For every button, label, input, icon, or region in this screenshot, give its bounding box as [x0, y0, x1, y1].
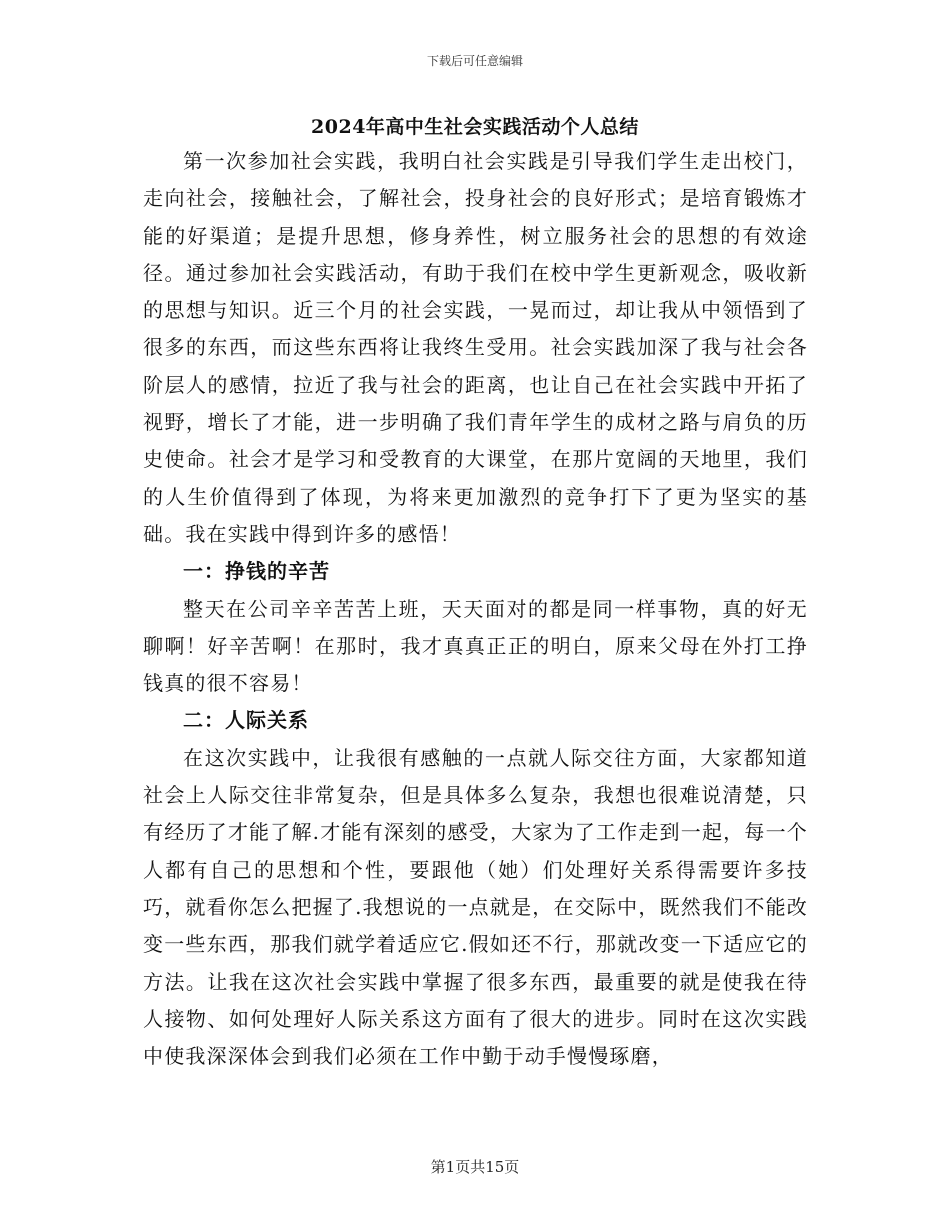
- page-header-note: 下载后可任意编辑: [426, 54, 523, 68]
- paragraph-intro: 第一次参加社会实践，我明白社会实践是引导我们学生走出校门，走向社会，接触社会，了解社会，投身社会的良好形式；是培育锻炼才能的好渠道；是提升思想，修身养性，树立服务社会的思想的有效途径。通过参加社会实践活动，有助于我们在校中学生更新观念，吸收新的思想与知识。近三个月的社会实践，一晃而过，却让我从中领悟到了很多的东西，而这些东西将让我终生受用。社会实践加深了我与社会各阶层人的感情，拉近了我与社会的距离，也让自己在社会实践中开拓了视野，增长了才能，进一步明确了我们青年学生的成材之路与肩负的历史使命。社会才是学习和受教育的大课堂，在那片宽阔的天地里，我们的人生价值得到了体现，为将来更加激烈的竞争打下了更为坚实的基础。我在实践中得到许多的感悟！: [143, 149, 808, 546]
- page-number: 第1页共15页: [430, 1158, 520, 1176]
- section-heading-earning-money: 一：挣钱的辛苦: [183, 559, 330, 584]
- document-body: [143, 143, 808, 1075]
- section-heading-relationships: 二：人际关系: [183, 708, 309, 733]
- document-title: 2024年高中生社会实践活动个人总结: [311, 116, 639, 138]
- paragraph-earning-money: 整天在公司辛辛苦苦上班，天天面对的都是同一样事物，真的好无聊啊！好辛苦啊！在那时，我才真真正正的明白，原来父母在外打工挣钱真的很不容易！: [143, 596, 808, 696]
- paragraph-relationships: 在这次实践中，让我很有感触的一点就人际交往方面，大家都知道社会上人际交往非常复杂，但是具体多么复杂，我想也很难说清楚，只有经历了才能了解.才能有深刻的感受，大家为了工作走到一起，每一个人都有自己的思想和个性，要跟他（她）们处理好关系得需要许多技巧，就看你怎么把握了.我想说的一点就是，在交际中，既然我们不能改变一些东西，那我们就学着适应它.假如还不行，那就改变一下适应它的方法。让我在这次社会实践中掌握了很多东西，最重要的就是使我在待人接物、如何处理好人际关系这方面有了很大的进步。同时在这次实践中使我深深体会到我们必须在工作中勤于动手慢慢琢磨，: [143, 745, 808, 1069]
